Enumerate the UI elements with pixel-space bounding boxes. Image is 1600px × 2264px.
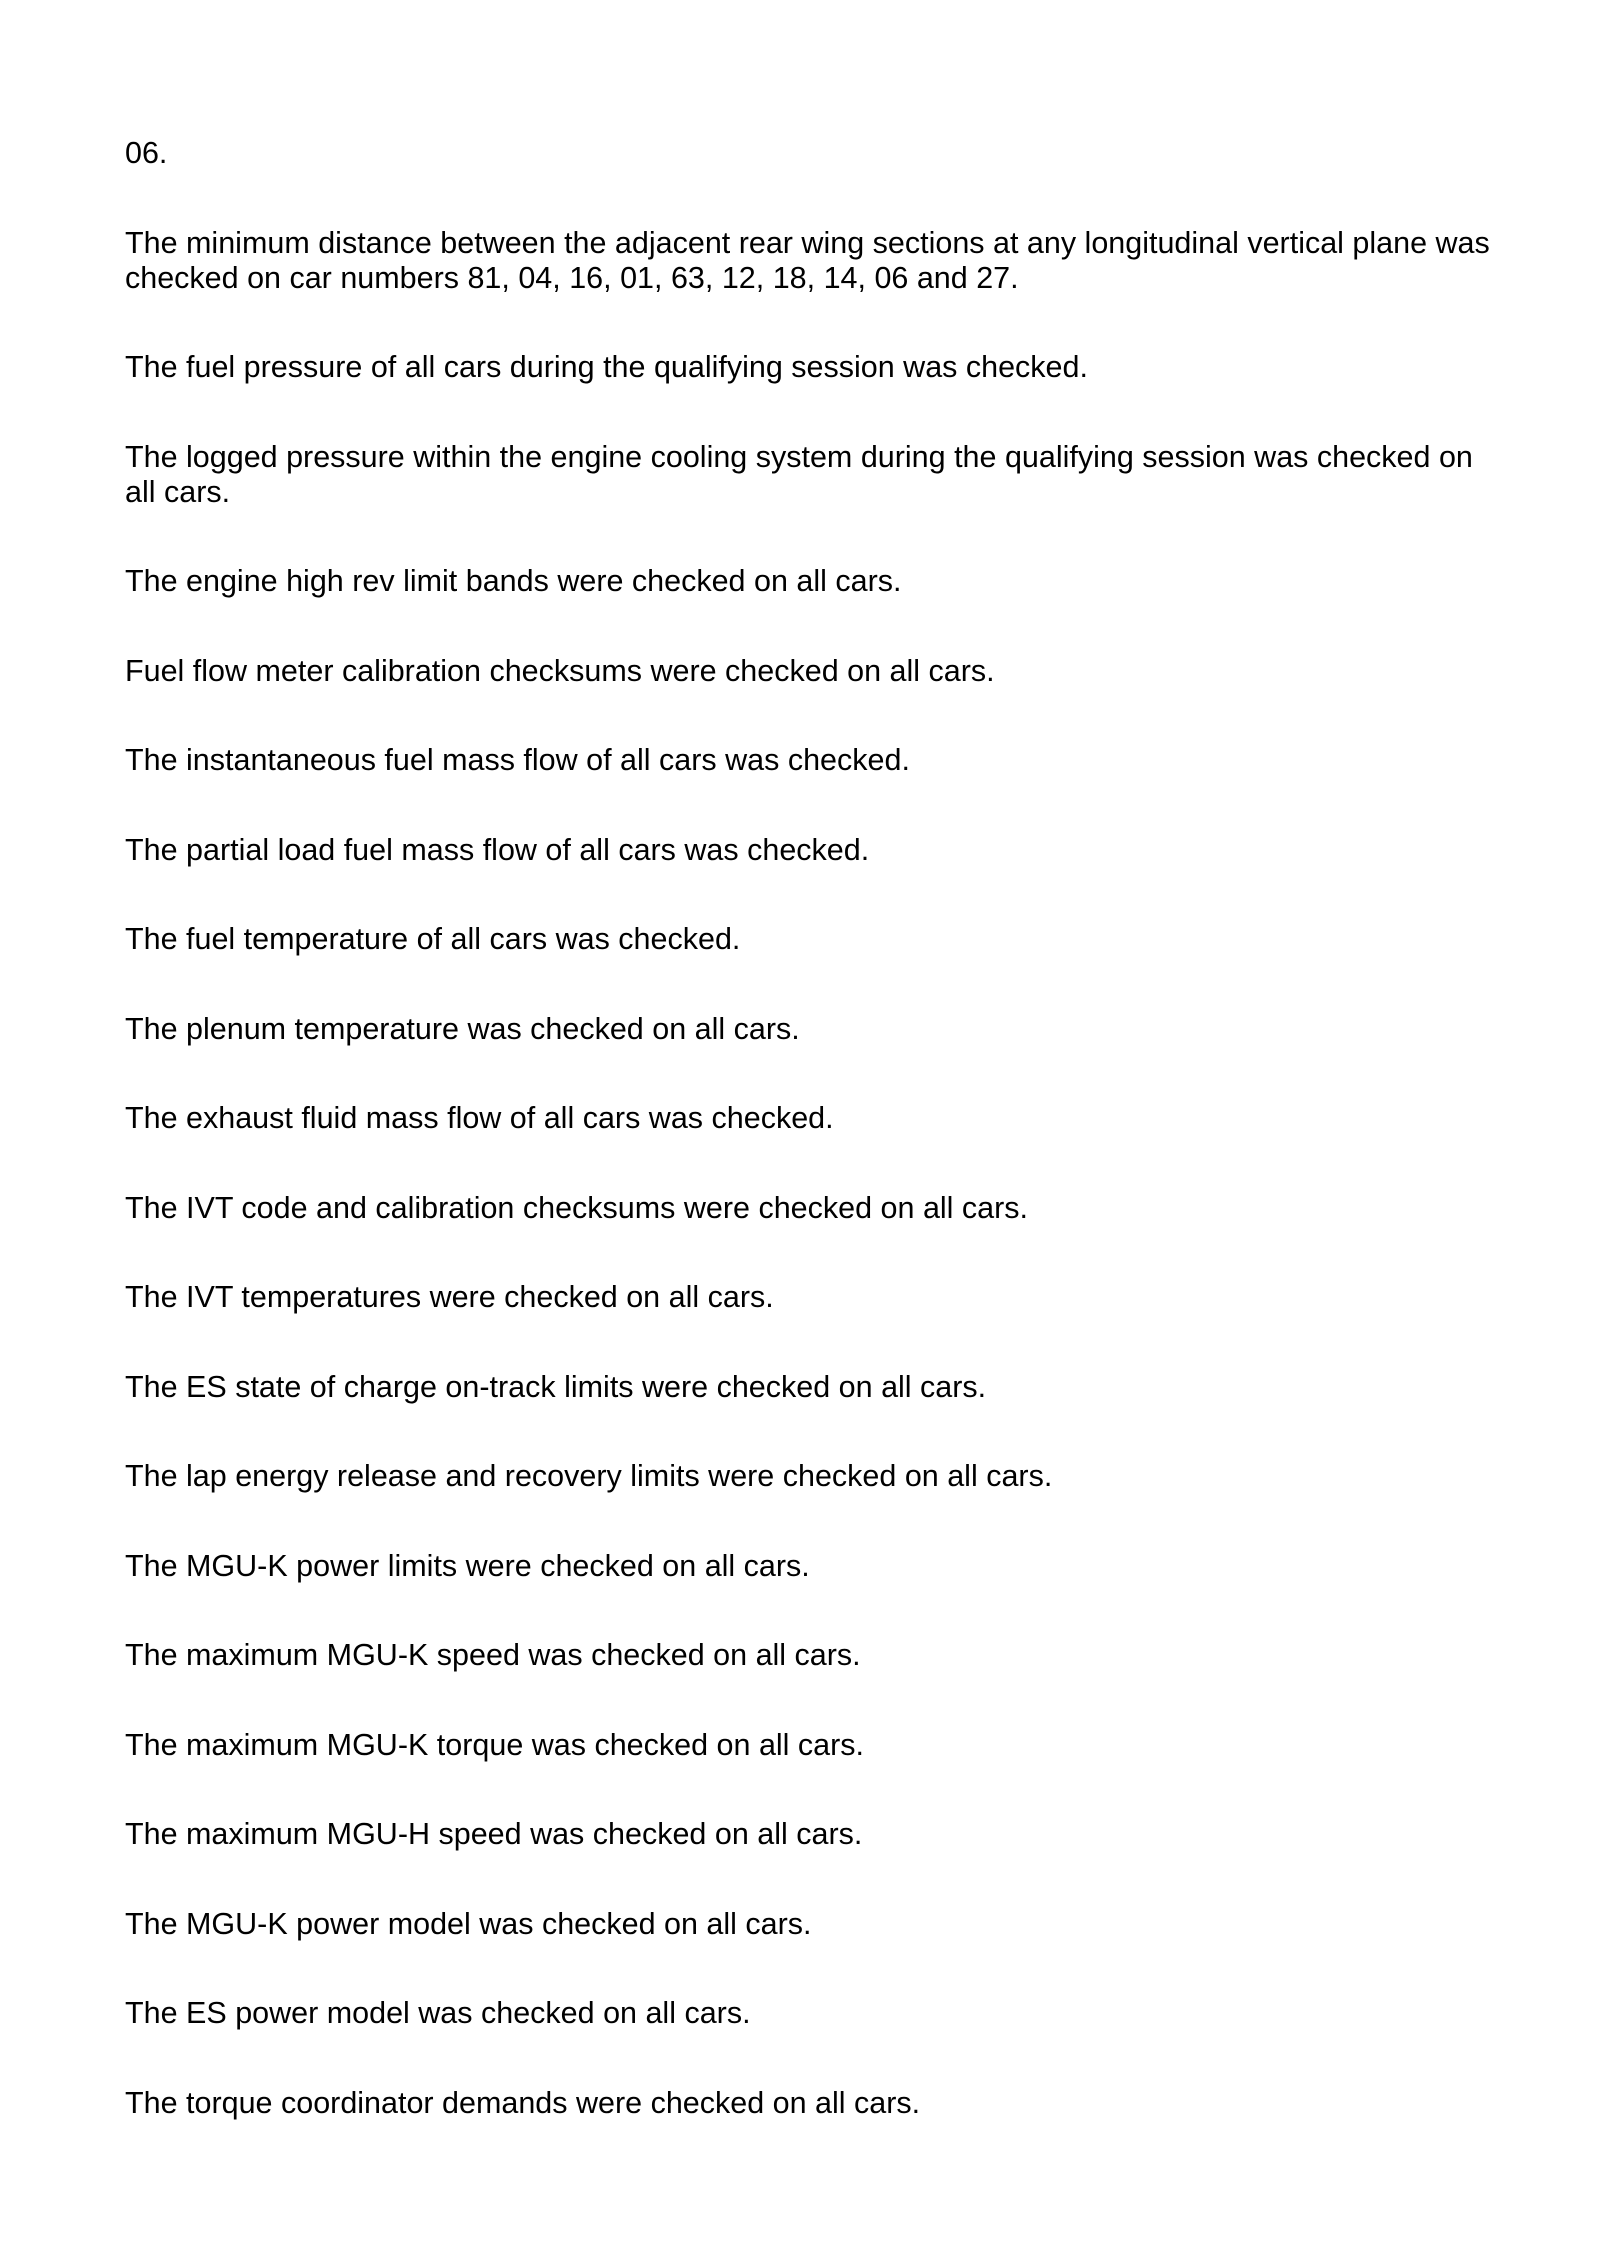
paragraph-mgu-k-torque-check [125, 1728, 1545, 1763]
paragraph-partial-load-fuel-flow-check [125, 833, 1545, 868]
paragraph-plenum-temperature-check [125, 1012, 1545, 1047]
text-line: checked on car numbers 81, 04, 16, 01, 63, 12, 18, 14, 06 and 27. [125, 260, 1019, 295]
text-line: The MGU-K power model was checked on all cars. [125, 1906, 812, 1941]
text-line: The maximum MGU-K speed was checked on all cars. [125, 1638, 861, 1672]
text-line: The maximum MGU-K torque was checked on all cars. [125, 1727, 865, 1762]
paragraph-ivt-checksum-check [125, 1191, 1545, 1226]
text-line: The IVT code and calibration checksums were checked on all cars. [125, 1190, 1029, 1225]
text-line: The exhaust fluid mass flow of all cars was checked. [125, 1101, 834, 1135]
text-line: The engine high rev limit bands were checked on all cars. [125, 564, 902, 598]
paragraph-torque-coordinator-check [125, 2086, 1545, 2121]
paragraph-rear-wing-distance-check [125, 226, 1545, 296]
paragraph-es-state-of-charge-check [125, 1370, 1545, 1405]
paragraph-rev-limit-check [125, 564, 1545, 599]
text-line: The fuel pressure of all cars during the qualifying session was checked. [125, 350, 1088, 384]
paragraph-mgu-k-speed-check [125, 1638, 1545, 1673]
text-line: The minimum distance between the adjacent rear wing sections at any longitudinal vertical plane was [125, 225, 1490, 260]
paragraph-fuel-flow-meter-check [125, 654, 1545, 689]
text-line: 06. [125, 136, 168, 170]
text-line: Fuel flow meter calibration checksums were checked on all cars. [125, 653, 995, 688]
text-line: The logged pressure within the engine cooling system during the qualifying session was checked on [125, 439, 1473, 474]
paragraph-mgu-k-power-limits-check [125, 1549, 1545, 1584]
paragraph-fuel-pressure-check [125, 350, 1545, 385]
paragraph-fuel-temperature-check [125, 922, 1545, 957]
text-line: The maximum MGU-H speed was checked on all cars. [125, 1817, 863, 1851]
paragraph-lap-energy-check [125, 1459, 1545, 1494]
item-number-fragment [125, 136, 1545, 171]
paragraph-mgu-h-speed-check [125, 1817, 1545, 1852]
paragraph-cooling-pressure-check [125, 440, 1545, 510]
text-line: The partial load fuel mass flow of all cars was checked. [125, 832, 870, 867]
document-body [125, 136, 1545, 2175]
text-line: The ES state of charge on-track limits were checked on all cars. [125, 1369, 987, 1404]
text-line: The IVT temperatures were checked on all cars. [125, 1280, 774, 1314]
text-line: The torque coordinator demands were checked on all cars. [125, 2085, 921, 2120]
text-line: The lap energy release and recovery limits were checked on all cars. [125, 1459, 1053, 1493]
paragraph-es-power-model-check [125, 1996, 1545, 2031]
paragraph-exhaust-flow-check [125, 1101, 1545, 1136]
text-line: The instantaneous fuel mass flow of all cars was checked. [125, 743, 910, 777]
text-line: all cars. [125, 474, 231, 509]
text-line: The ES power model was checked on all cars. [125, 1996, 751, 2030]
text-line: The MGU-K power limits were checked on all cars. [125, 1548, 810, 1583]
text-line: The fuel temperature of all cars was checked. [125, 922, 741, 956]
paragraph-instantaneous-fuel-flow-check [125, 743, 1545, 778]
paragraph-ivt-temperature-check [125, 1280, 1545, 1315]
text-line: The plenum temperature was checked on all cars. [125, 1011, 800, 1046]
paragraph-mgu-k-power-model-check [125, 1907, 1545, 1942]
